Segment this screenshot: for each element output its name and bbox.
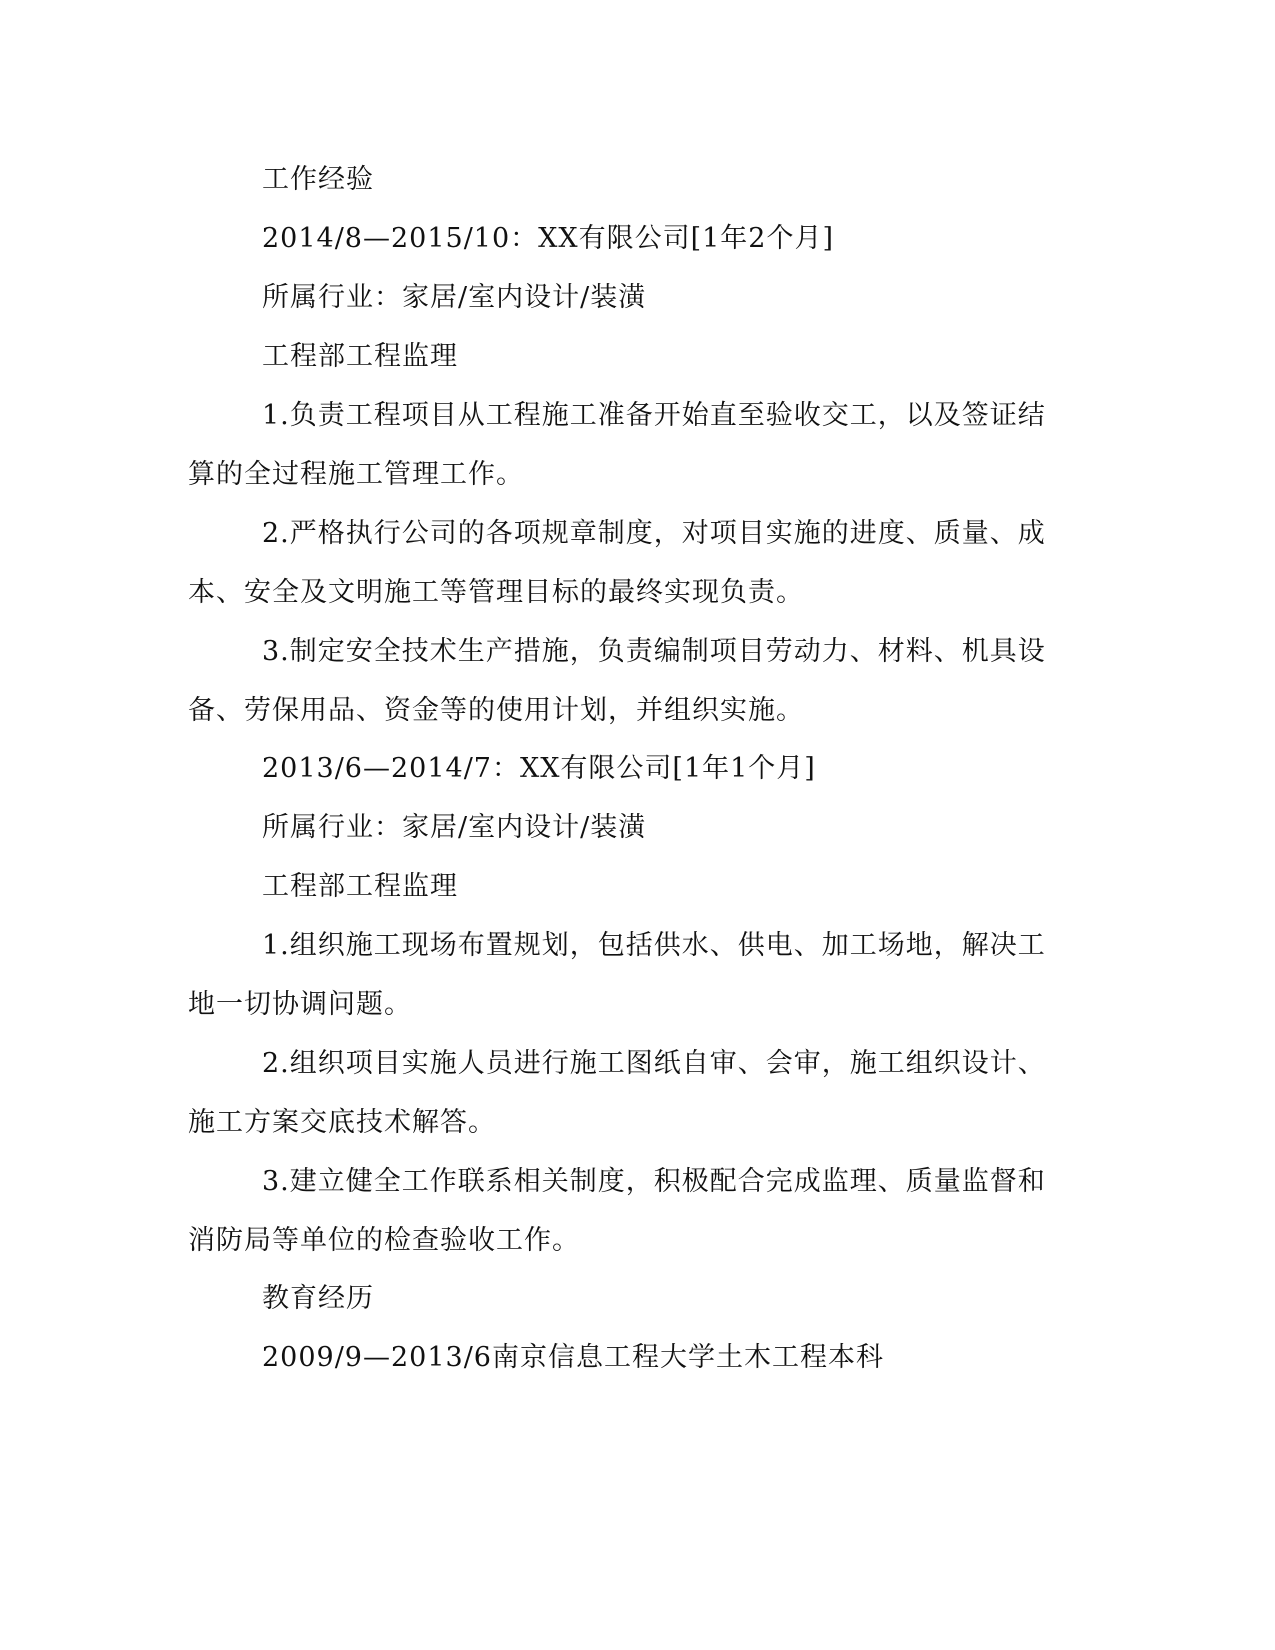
- job-2-duty-2-line-2: 施工方案交底技术解答。: [188, 1107, 496, 1138]
- job-1-duty-2-line-1: 2.严格执行公司的各项规章制度，对项目实施的进度、质量、成: [262, 518, 1046, 549]
- job-2-duty-2-line-1: 2.组织项目实施人员进行施工图纸自审、会审，施工组织设计、: [262, 1048, 1046, 1079]
- job-1-duty-2-line-2: 本、安全及文明施工等管理目标的最终实现负责。: [188, 577, 804, 608]
- education-heading: 教育经历: [262, 1283, 374, 1314]
- job-2-duty-1-line-1: 1.组织施工现场布置规划，包括供水、供电、加工场地，解决工: [262, 930, 1046, 961]
- job-2-position: 工程部工程监理: [262, 871, 458, 902]
- job-2-duty-1-line-2: 地一切协调问题。: [188, 989, 412, 1020]
- work-experience-heading: 工作经验: [262, 164, 374, 195]
- job-1-duty-1-line-2: 算的全过程施工管理工作。: [188, 459, 524, 490]
- job-2-period: 2013/6—2014/7：XX有限公司[1年1个月]: [262, 753, 816, 784]
- job-2-duty-3-line-1: 3.建立健全工作联系相关制度，积极配合完成监理、质量监督和: [262, 1166, 1046, 1197]
- job-1-position: 工程部工程监理: [262, 341, 458, 372]
- job-1-duty-3-line-1: 3.制定安全技术生产措施，负责编制项目劳动力、材料、机具设: [262, 636, 1046, 667]
- job-2-industry: 所属行业：家居/室内设计/装潢: [262, 812, 647, 843]
- job-1-duty-1-line-1: 1.负责工程项目从工程施工准备开始直至验收交工，以及签证结: [262, 400, 1046, 431]
- job-1-period: 2014/8—2015/10：XX有限公司[1年2个月]: [262, 223, 835, 254]
- job-1-industry: 所属行业：家居/室内设计/装潢: [262, 282, 647, 313]
- job-2-duty-3-line-2: 消防局等单位的检查验收工作。: [188, 1225, 580, 1256]
- education-entry: 2009/9—2013/6南京信息工程大学土木工程本科: [262, 1342, 884, 1373]
- job-1-duty-3-line-2: 备、劳保用品、资金等的使用计划，并组织实施。: [188, 695, 804, 726]
